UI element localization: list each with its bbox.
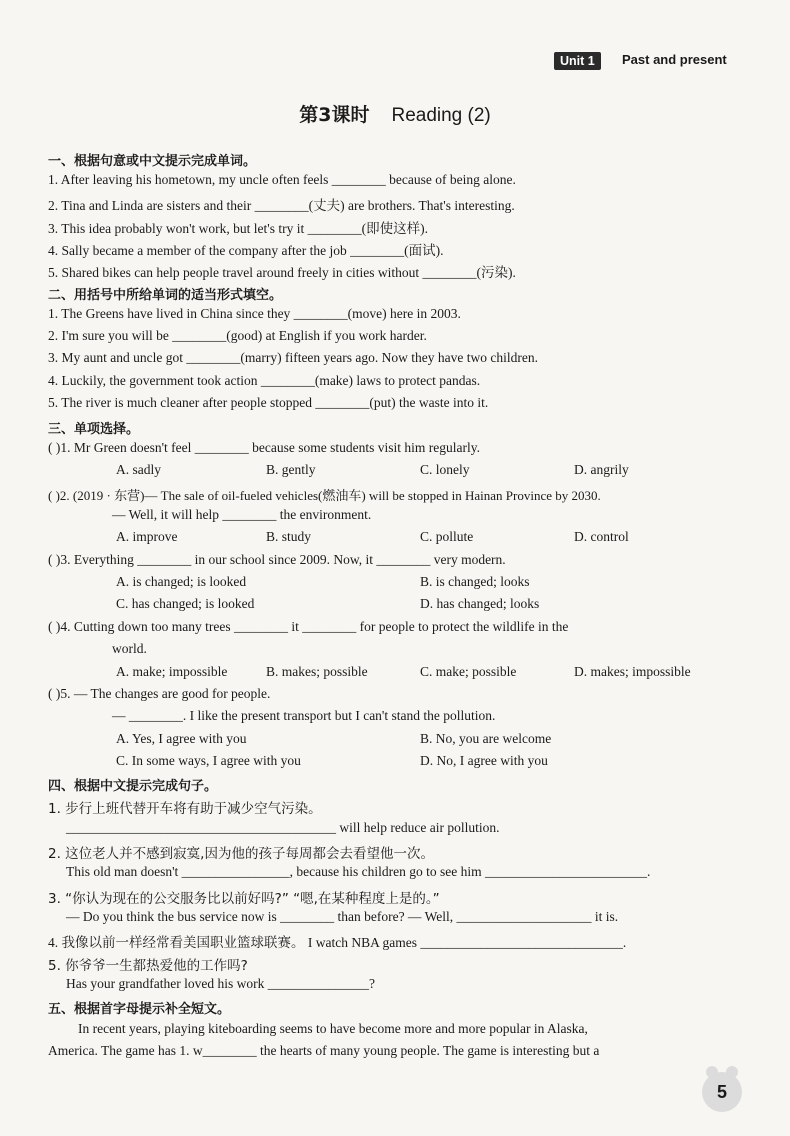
- s3-q4-option-b: B. makes; possible: [266, 664, 368, 679]
- s5-passage-line-2: America. The game has 1. w________ the hearts of many young people. The game is interesting but a: [48, 1043, 600, 1058]
- s3-q5-stem-2: — ________. I like the present transport but I can't stand the pollution.: [112, 708, 496, 723]
- s4-item-2-en: This old man doesn't ________________, because his children go to see him ________________________.: [66, 864, 651, 879]
- section-3-heading: 三、单项选择。: [48, 422, 140, 437]
- s4-item-5-en: Has your grandfather loved his work _______________?: [66, 976, 375, 991]
- s3-q4-option-c: C. make; possible: [420, 664, 517, 679]
- s2-item-5: 5. The river is much cleaner after people stopped ________(put) the waste into it.: [48, 395, 489, 410]
- section-2-heading: 二、用括号中所给单词的适当形式填空。: [48, 288, 283, 303]
- s3-q2-stem-2: — Well, it will help ________ the environment.: [112, 507, 372, 522]
- s4-item-4: 4. 我像以前一样经常看美国职业篮球联赛。 I watch NBA games ______________________________.: [48, 935, 627, 950]
- s3-q4-option-d: D. makes; impossible: [574, 664, 691, 679]
- s3-q1-stem: ( )1. Mr Green doesn't feel ________ because some students visit him regularly.: [48, 440, 480, 455]
- s3-q2-option-d: D. control: [574, 529, 629, 544]
- section-4-heading: 四、根据中文提示完成句子。: [48, 779, 218, 794]
- s3-q1-option-a: A. sadly: [116, 462, 161, 477]
- lesson-title: [0, 100, 790, 127]
- s1-item-1: 1. After leaving his hometown, my uncle often feels ________ because of being alone.: [48, 172, 516, 187]
- page-number-text: 5: [716, 1082, 727, 1102]
- s4-item-5-zh: 5. 你爷爷一生都热爱他的工作吗?: [48, 958, 248, 974]
- s3-q5-option-a: A. Yes, I agree with you: [116, 731, 247, 746]
- page-badge-ear-right-icon: [726, 1066, 738, 1078]
- s3-q3-option-a: A. is changed; is looked: [116, 574, 247, 589]
- s3-q2-option-a: A. improve: [116, 529, 178, 544]
- s4-item-1-en: ________________________________________ will help reduce air pollution.: [66, 820, 500, 835]
- s3-q5-option-d: D. No, I agree with you: [420, 753, 548, 768]
- s3-q3-option-c: C. has changed; is looked: [116, 596, 255, 611]
- s4-item-3-en: — Do you think the bus service now is ________ than before? — Well, ____________________ it is.: [66, 909, 619, 924]
- s3-q5-stem: ( )5. — The changes are good for people.: [48, 686, 271, 701]
- lesson-title-en: Reading (2): [391, 105, 491, 126]
- s3-q1-option-b: B. gently: [266, 462, 316, 477]
- s5-passage-line-1: In recent years, playing kiteboarding seems to have become more and more popular in Alaska,: [78, 1021, 588, 1036]
- s3-q2-stem: ( )2. (2019 · 东营)— The sale of oil-fueled vehicles(燃油车) will be stopped in Hainan Province by 2030.: [48, 488, 601, 503]
- s2-item-1: 1. The Greens have lived in China since they ________(move) here in 2003.: [48, 306, 461, 321]
- s3-q5-option-b: B. No, you are welcome: [420, 731, 552, 746]
- s1-item-4: 4. Sally became a member of the company after the job ________(面试).: [48, 243, 444, 258]
- s4-item-3-zh: 3. “你认为现在的公交服务比以前好吗?” “嗯,在某种程度上是的。”: [48, 891, 440, 907]
- page-number: [702, 1072, 742, 1112]
- s2-item-2: 2. I'm sure you will be ________(good) at English if you work harder.: [48, 328, 427, 343]
- s4-item-2-zh: 2. 这位老人并不感到寂寞,因为他的孩子每周都会去看望他一次。: [48, 846, 434, 862]
- s3-q4-stem: ( )4. Cutting down too many trees ________ it ________ for people to protect the wildlife in the: [48, 619, 569, 634]
- s3-q4-stem-2: world.: [112, 641, 147, 656]
- unit-badge: Unit 1: [554, 52, 601, 70]
- s3-q2-option-c: C. pollute: [420, 529, 474, 544]
- section-5-heading: 五、根据首字母提示补全短文。: [48, 1002, 231, 1017]
- s3-q1-option-d: D. angrily: [574, 462, 629, 477]
- s3-q1-option-c: C. lonely: [420, 462, 470, 477]
- s2-item-3: 3. My aunt and uncle got ________(marry) fifteen years ago. Now they have two children.: [48, 350, 538, 365]
- s3-q3-stem: ( )3. Everything ________ in our school since 2009. Now, it ________ very modern.: [48, 552, 506, 567]
- s3-q3-option-b: B. is changed; looks: [420, 574, 530, 589]
- s4-item-1-zh: 1. 步行上班代替开车将有助于减少空气污染。: [48, 801, 322, 817]
- s1-item-3: 3. This idea probably won't work, but let's try it ________(即使这样).: [48, 221, 428, 236]
- s3-q4-option-a: A. make; impossible: [116, 664, 228, 679]
- unit-title: Past and present: [622, 52, 727, 67]
- s3-q2-option-b: B. study: [266, 529, 312, 544]
- s1-item-2: 2. Tina and Linda are sisters and their ________(丈夫) are brothers. That's interesting.: [48, 198, 515, 213]
- page-badge-ear-left-icon: [706, 1066, 718, 1078]
- s2-item-4: 4. Luckily, the government took action ________(make) laws to protect pandas.: [48, 373, 481, 388]
- s3-q5-option-c: C. In some ways, I agree with you: [116, 753, 301, 768]
- s3-q3-option-d: D. has changed; looks: [420, 596, 540, 611]
- s1-item-5: 5. Shared bikes can help people travel around freely in cities without ________(污染).: [48, 265, 516, 280]
- lesson-title-zh: 第3课时: [299, 104, 370, 126]
- section-1-heading: 一、根据句意或中文提示完成单词。: [48, 154, 257, 169]
